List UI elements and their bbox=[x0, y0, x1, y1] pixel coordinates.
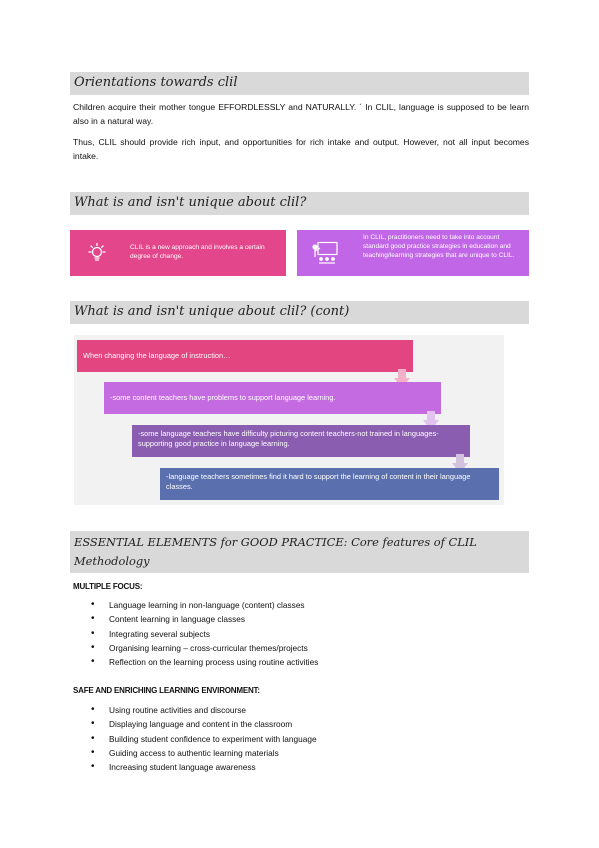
list-item: • Building student confidence to experiment with language bbox=[91, 732, 317, 746]
card-practitioners bbox=[297, 230, 529, 276]
list-item: • Displaying language and content in the classroom bbox=[91, 717, 317, 731]
section-heading-essential-elements bbox=[70, 531, 529, 573]
process-diagram bbox=[74, 335, 504, 505]
subheading-learning-environment: SAFE AND ENRICHING LEARNING ENVIRONMENT: bbox=[73, 686, 260, 695]
section-heading-orientations bbox=[70, 72, 529, 95]
heading-text: Orientations towards clil bbox=[74, 75, 238, 90]
list-item: • Using routine activities and discourse bbox=[91, 703, 317, 717]
paragraph-mother-tongue: Children acquire their mother tongue EFFORDLESSLY and NATURALLY. ´ In CLIL, language is supposed to be learn also in a natural way. bbox=[73, 102, 529, 126]
paragraph-rich-input: Thus, CLIL should provide rich input, and opportunities for rich intake and output. However, not all input becomes intake. bbox=[73, 137, 529, 161]
heading-text: Methodology bbox=[74, 554, 150, 568]
process-step-3: -some language teachers have difficulty picturing content teachers-not trained in languages-supporting good practice in language learning. bbox=[132, 425, 470, 457]
list-item: • Reflection on the learning process using routine activities bbox=[91, 655, 318, 669]
process-step-2: -some content teachers have problems to support language learning. bbox=[104, 382, 441, 414]
list-item: • Guiding access to authentic learning materials bbox=[91, 746, 317, 760]
list-item: • Organising learning – cross-curricular themes/projects bbox=[91, 641, 318, 655]
list-item: • Integrating several subjects bbox=[91, 627, 318, 641]
section-heading-unique-cont bbox=[70, 301, 529, 324]
process-step-4: -language teachers sometimes find it hard to support the learning of content in their language classes. bbox=[160, 468, 499, 500]
list-item: • Increasing student language awareness bbox=[91, 760, 317, 774]
list-item: • Content learning in language classes bbox=[91, 612, 318, 626]
heading-text: What is and isn't unique about clil? (cont) bbox=[74, 304, 350, 319]
teacher-board-icon bbox=[311, 241, 339, 265]
list-item: • Language learning in non-language (content) classes bbox=[91, 598, 318, 612]
subheading-multiple-focus: MULTIPLE FOCUS: bbox=[73, 582, 143, 591]
bullet-list-multiple-focus bbox=[91, 598, 318, 669]
card-new-approach bbox=[70, 230, 286, 276]
card-text: In CLIL, practitioners need to take into account standard good practice strategies in education and teaching/learning strategies that are unique to CLIL. bbox=[363, 234, 515, 259]
heading-text: ESSENTIAL ELEMENTS for GOOD PRACTICE: Core features of CLIL bbox=[74, 535, 477, 549]
heading-text: What is and isn't unique about clil? bbox=[74, 195, 307, 210]
section-heading-unique bbox=[70, 192, 529, 215]
process-step-1: When changing the language of instruction… bbox=[77, 340, 413, 372]
bullet-list-learning-environment bbox=[91, 703, 317, 774]
card-text: CLIL is a new approach and involves a certain degree of change. bbox=[130, 244, 265, 260]
lightbulb-icon bbox=[86, 242, 108, 264]
